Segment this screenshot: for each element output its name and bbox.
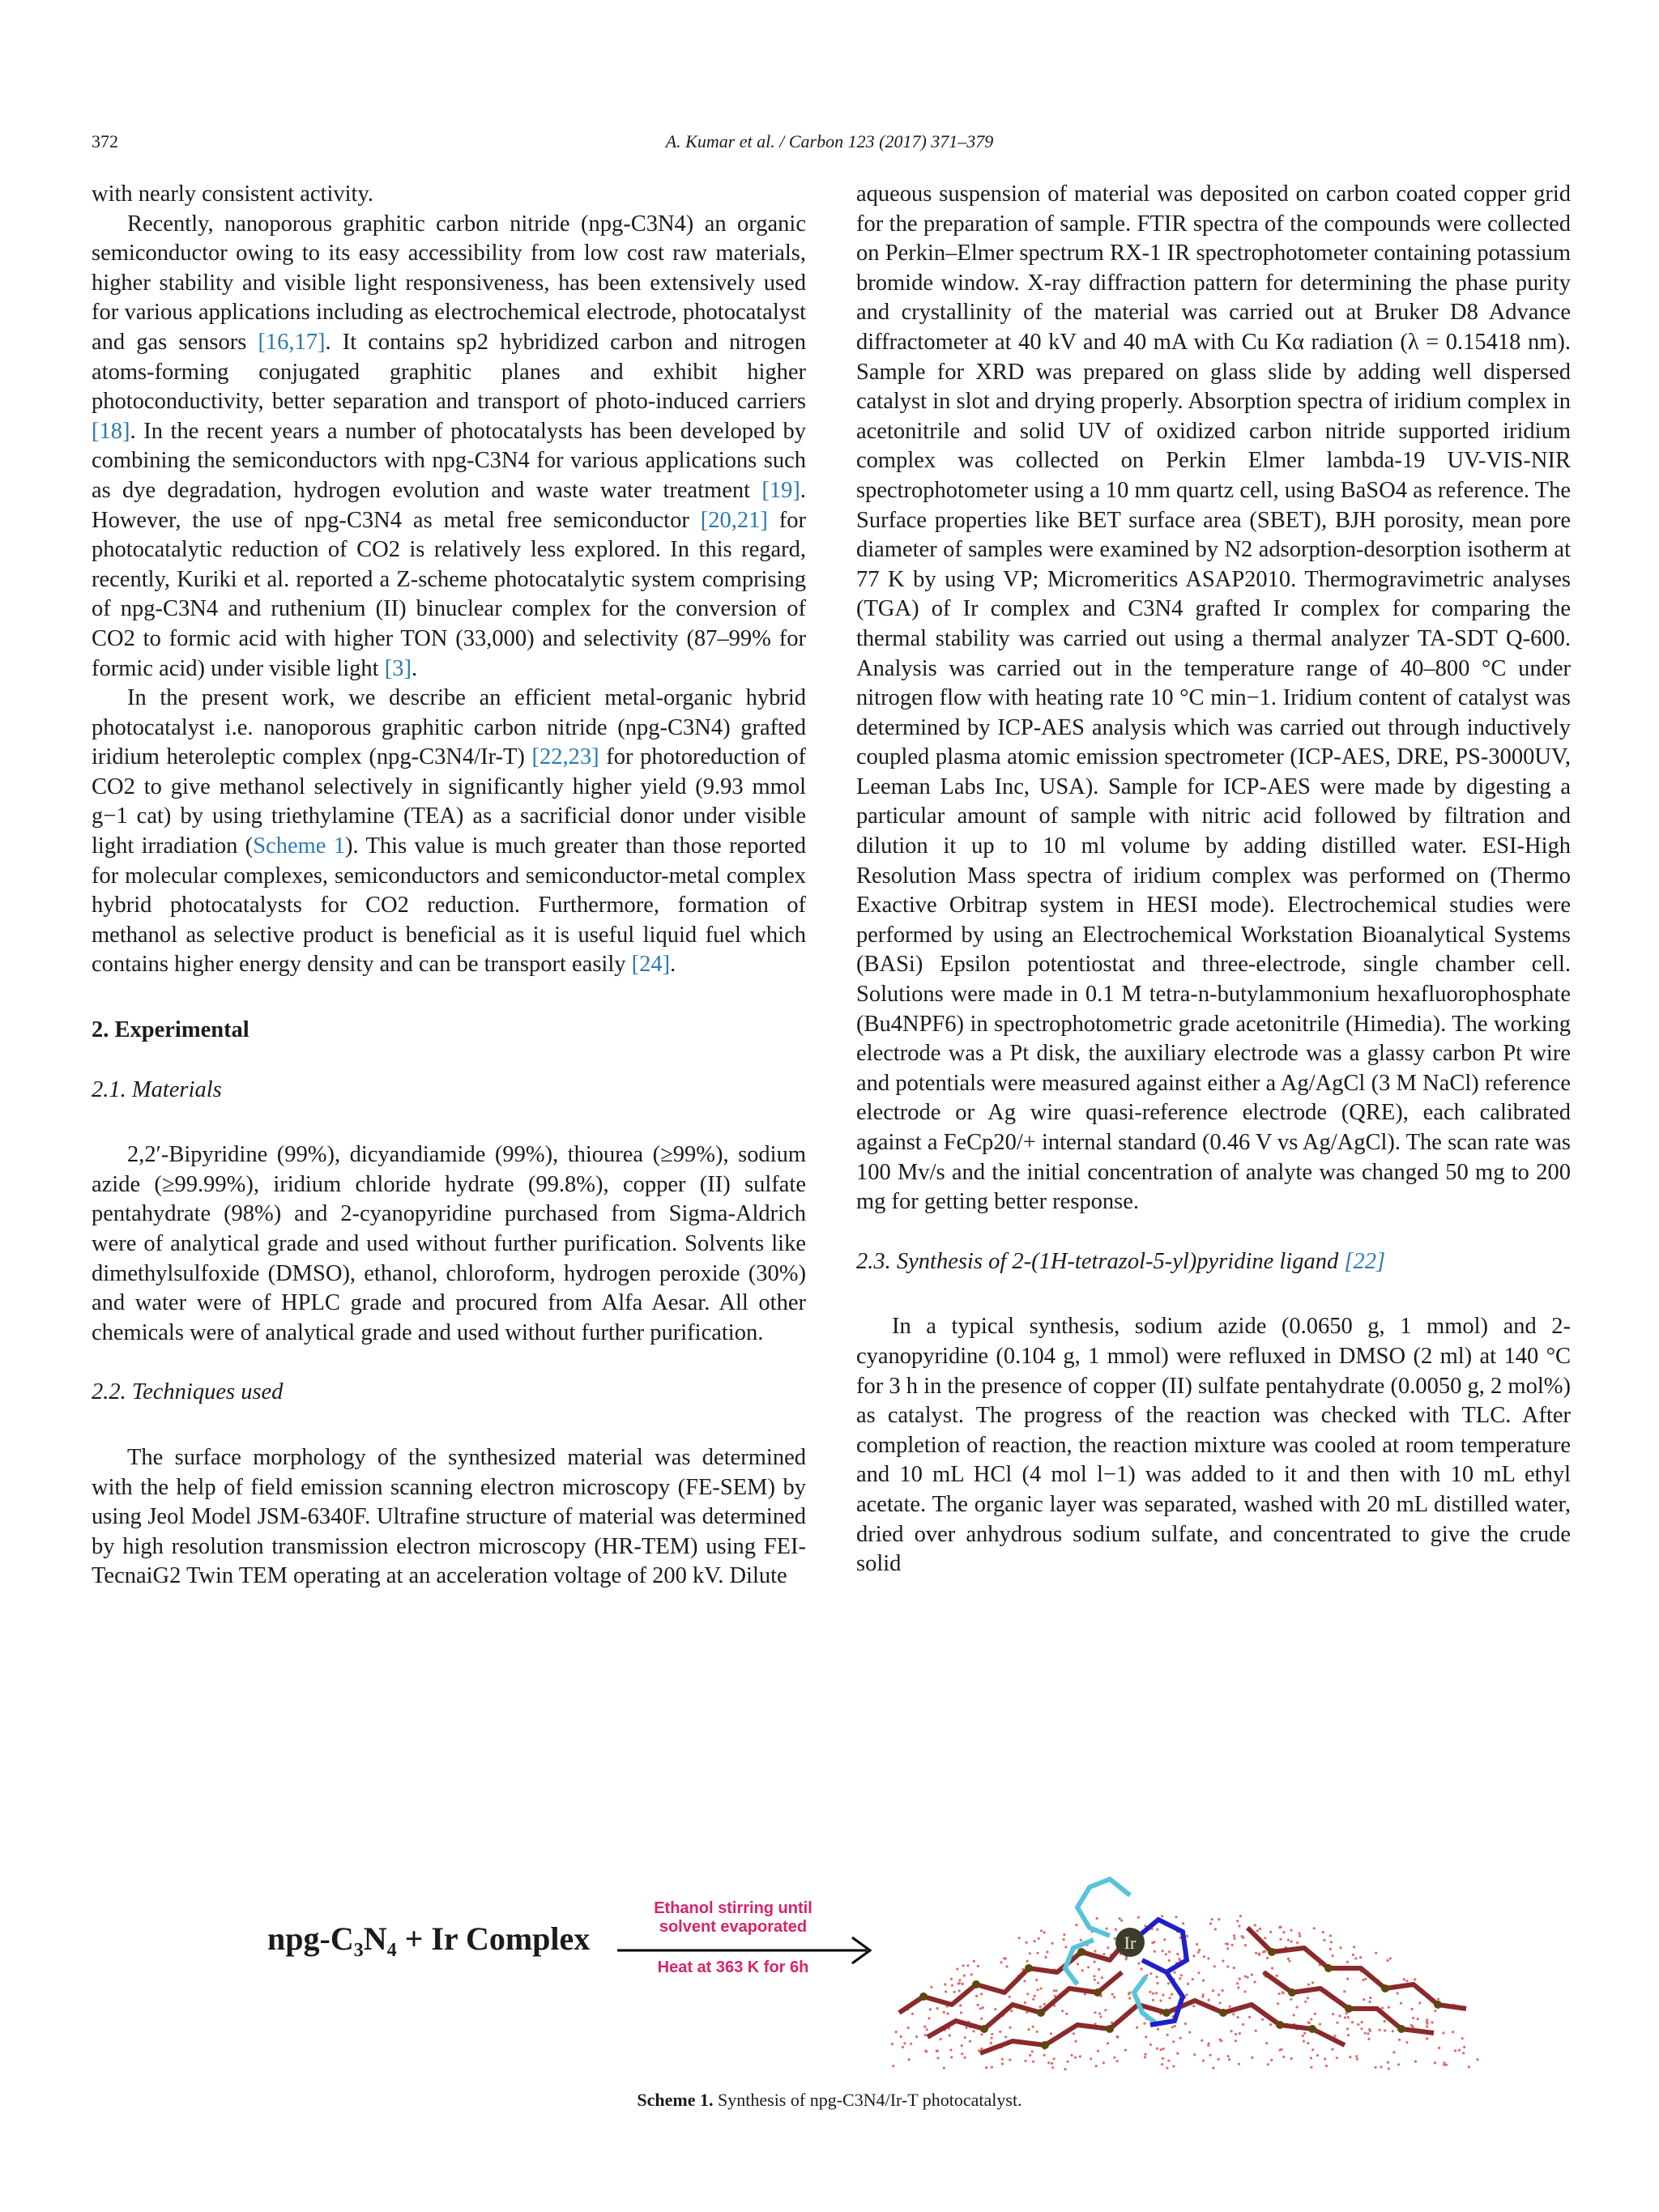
citation-link[interactable]: [18]: [92, 418, 130, 444]
reaction-arrow: [617, 1937, 870, 1963]
scheme-caption: Scheme 1. Synthesis of npg-C3N4/Ir-T photocatalyst.: [637, 2090, 1022, 2110]
scheme-graphic: [0, 1839, 1659, 2082]
citation-link[interactable]: [20,21]: [700, 507, 768, 533]
page-number: 372: [92, 131, 118, 151]
citation-link[interactable]: [19]: [761, 477, 800, 503]
section-heading: 2. Experimental: [92, 1017, 249, 1043]
citation-link[interactable]: [22]: [1344, 1248, 1386, 1274]
paragraph: Recently, nanoporous graphitic carbon nitride (npg-C3N4) an organic semiconductor owing to its easy accessibility from low cost raw materials, higher stability and visible light responsiveness, has been extensively used for various applications including as electrochemical electrode, photocatalyst and gas sensors [16,17]. It contains sp2 hybridized carbon and nitrogen atoms-forming conjugated graphitic planes and exhibit higher photoconductivity, better separation and transport of photo-induced carriers [18]. In the recent years a number of photocatalysts has been developed by combining the semiconductors with npg-C3N4 for various applications such as dye degradation, hydrogen evolution and waste water treatment [19]. However, the use of npg-C3N4 as metal free semiconductor [20,21] for photocatalytic reduction of CO2 is relatively less explored. In this regard, recently, Kuriki et al. reported a Z-scheme photocatalytic system comprising of npg-C3N4 and ruthenium (II) binuclear complex for the conversion of CO2 to formic acid with higher TON (33,000) and selectivity (87–99% for formic acid) under visible light [3].: [92, 211, 806, 681]
reaction-condition-top: Ethanol stirring until solvent evaporated: [654, 1899, 812, 1936]
subsection-heading: 2.3. Synthesis of 2-(1H-tetrazol-5-yl)pyridine ligand [22]: [856, 1248, 1386, 1274]
running-header: A. Kumar et al. / Carbon 123 (2017) 371–379: [665, 131, 994, 151]
svg-text:Ir: Ir: [1124, 1933, 1137, 1953]
left-column: [92, 180, 806, 1592]
paragraph: The surface morphology of the synthesized material was determined with the help of field emission scanning electron microscopy (FE-SEM) by using Jeol Model JSM-6340F. Ultrafine structure of material was determined by high resolution transmission electron microscopy (HR-TEM) using FEI-TecnaiG2 Twin TEM operating at an acceleration voltage of 200 kV. Dilute: [92, 1444, 806, 1589]
paragraph: with nearly consistent activity.: [92, 181, 373, 207]
scheme-link[interactable]: Scheme 1: [253, 833, 346, 859]
paragraph: aqueous suspension of material was deposited on carbon coated copper grid for the preparation of sample. FTIR spectra of the compounds were collected on Perkin–Elmer spectrum RX-1 IR spectrophotometer containing potassium bromide window. X-ray diffraction pattern for determining the phase purity and crystallinity of the material was carried out at Bruker D8 Advance diffractometer at 40 kV and 40 mA with Cu Kα radiation (λ = 0.15418 nm). Sample for XRD was prepared on glass slide by adding well dispersed catalyst in slot and drying properly. Absorption spectra of iridium complex in acetonitrile and solid UV of oxidized carbon nitride supported iridium complex was collected on Perkin Elmer lambda-19 UV-VIS-NIR spectrophotometer using a 10 mm quartz cell, using BaSO4 as reference. The Surface properties like BET surface area (SBET), BJH porosity, mean pore diameter of samples were examined by N2 adsorption-desorption isotherm at 77 K by using VP; Micromeritics ASAP2010. Thermogravimetric analyses (TGA) of Ir complex and C3N4 grafted Ir complex for comparing the thermal stability was carried out using a thermal analyzer TA-SDT Q-600. Analysis was carried out in the temperature range of 40–800 °C under nitrogen flow with heating rate 10 °C min−1. Iridium content of catalyst was determined by ICP-AES analysis which was carried out through inductively coupled plasma atomic emission spectrometer (ICP-AES, DRE, PS-3000UV, Leeman Labs Inc, USA). Sample for ICP-AES were made by digesting a particular amount of sample with nitric acid followed by filtration and dilution it up to 10 ml volume by adding distilled water. ESI-High Resolution Mass spectra of iridium complex was performed on (Thermo Exactive Orbitrap system in HESI mode). Electrochemical studies were performed by using an Electrochemical Workstation Bioanalytical Systems (BASi) Epsilon potentiostat and three-electrode, single chamber cell. Solutions were made in 0.1 M tetra-n-butylammonium hexafluorophosphate (Bu4NPF6) in spectrophotometric grade acetonitrile (Himedia). The working electrode was a Pt disk, the auxiliary electrode was a glassy carbon Pt wire and potentials were measured against either a Ag/AgCl (3 M NaCl) reference electrode or Ag wire quasi-reference electrode (QRE), each calibrated against a FeCp20/+ internal standard (0.46 V vs Ag/AgCl). The scan rate was 100 Mv/s and the initial concentration of analyte was changed 50 mg to 200 mg for getting better response.: [856, 181, 1571, 1215]
paragraph: In a typical synthesis, sodium azide (0.0650 g, 1 mmol) and 2-cyanopyridine (0.104 g, 1 mmol) were refluxed in DMSO (2 ml) at 140 °C for 3 h in the presence of copper (II) sulfate pentahydrate (0.0050 g, 2 mol%) as catalyst. The progress of the reaction was checked with TLC. After completion of reaction, the reaction mixture was cooled at room temperature and 10 mL HCl (4 mol l−1) was added to it and then with 10 mL ethyl acetate. The organic layer was separated, washed with 20 mL distilled water, dried over anhydrous sodium sulfate, and concentrated to give the crude solid: [856, 1314, 1571, 1577]
scheme-equation: npg-C₃N₄ + Ir Complex: [267, 1920, 591, 1957]
paragraph: In the present work, we describe an efficient metal-organic hybrid photocatalyst i.e. nanoporous graphitic carbon nitride (npg-C3N4) grafted iridium heteroleptic complex (npg-C3N4/Ir-T) [22,23] for photoreduction of CO2 to give methanol selectively in significantly higher yield (9.93 mmol g−1 cat) by using triethylamine (TEA) as a sacrificial donor under visible light irradiation (Scheme 1). This value is much greater than those reported for molecular complexes, semiconductors and semiconductor-metal complex hybrid photocatalysts for CO2 reduction. Furthermore, formation of methanol as selective product is beneficial as it is useful liquid fuel which contains higher energy density and can be transport easily [24].: [92, 685, 807, 978]
citation-link[interactable]: [24]: [631, 952, 671, 978]
paragraph: 2,2′-Bipyridine (99%), dicyandiamide (99%), thiourea (≥99%), sodium azide (≥99.99%), iridium chloride hydrate (99.8%), copper (II) sulfate pentahydrate (98%) and 2-cyanopyridine purchased from Sigma-Aldrich were of analytical grade and used without further purification. Solvents like dimethylsulfoxide (DMSO), ethanol, chloroform, hydrogen peroxide (30%) and water were of HPLC grade and procured from Alfa Aesar. All other chemicals were of analytical grade and used without further purification.: [92, 1142, 806, 1345]
subsection-heading: 2.1. Materials: [92, 1076, 222, 1102]
reaction-condition-bottom: Heat at 363 K for 6h: [657, 1958, 809, 1976]
citation-link[interactable]: [22,23]: [531, 744, 599, 770]
citation-link[interactable]: [16,17]: [258, 329, 326, 355]
citation-link[interactable]: [3]: [384, 655, 412, 681]
right-column: [856, 180, 1571, 1579]
subsection-heading: 2.2. Techniques used: [92, 1379, 284, 1405]
iridium-center: [1115, 1928, 1145, 1957]
